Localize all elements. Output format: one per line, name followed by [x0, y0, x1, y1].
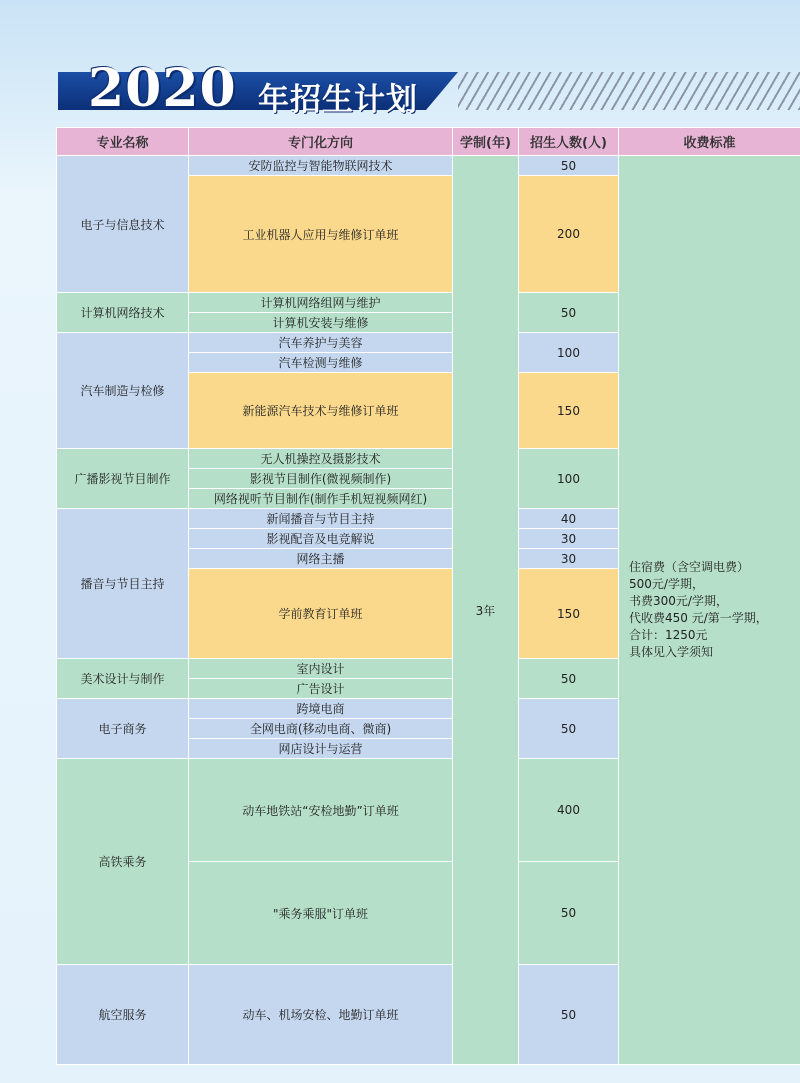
- duration-cell: 3年: [453, 156, 519, 1065]
- major-cell: 电子与信息技术: [57, 156, 189, 293]
- count-cell: 150: [519, 569, 619, 659]
- fee-line: 500元/学期，: [629, 577, 704, 591]
- banner-title: 年招生计划: [258, 82, 418, 118]
- fee-line: 代收费450 元/第一学期，: [629, 611, 768, 625]
- direction-cell: 新能源汽车技术与维修订单班: [189, 373, 453, 449]
- fee-line: 书费300元/学期，: [629, 594, 728, 608]
- header-direction: 专门化方向: [189, 128, 453, 156]
- count-cell: 400: [519, 759, 619, 862]
- direction-cell: 汽车养护与美容: [189, 333, 453, 353]
- direction-cell: 网络主播: [189, 549, 453, 569]
- direction-cell: 计算机安装与维修: [189, 313, 453, 333]
- count-cell: 50: [519, 659, 619, 699]
- direction-cell: 计算机网络组网与维护: [189, 293, 453, 313]
- count-cell: 30: [519, 549, 619, 569]
- count-cell: 50: [519, 156, 619, 176]
- direction-cell: 工业机器人应用与维修订单班: [189, 176, 453, 293]
- banner-year: 2020: [88, 58, 237, 119]
- major-cell: 播音与节目主持: [57, 509, 189, 659]
- direction-cell: 影视配音及电竞解说: [189, 529, 453, 549]
- direction-cell: 影视节目制作(微视频制作): [189, 469, 453, 489]
- fee-line: 合计：1250元: [629, 628, 708, 642]
- direction-cell: 网络视听节目制作(制作手机短视频网红): [189, 489, 453, 509]
- direction-cell: 无人机操控及摄影技术: [189, 449, 453, 469]
- direction-cell: 新闻播音与节目主持: [189, 509, 453, 529]
- direction-cell: 汽车检测与维修: [189, 353, 453, 373]
- direction-cell: 跨境电商: [189, 699, 453, 719]
- count-cell: 50: [519, 293, 619, 333]
- direction-cell: 动车地铁站“安检地勤”订单班: [189, 759, 453, 862]
- table-header-row: [57, 128, 800, 156]
- count-cell: 100: [519, 449, 619, 509]
- direction-cell: "乘务乘服"订单班: [189, 862, 453, 965]
- major-cell: 广播影视节目制作: [57, 449, 189, 509]
- major-cell: 电子商务: [57, 699, 189, 759]
- major-cell: 美术设计与制作: [57, 659, 189, 699]
- direction-cell: 学前教育订单班: [189, 569, 453, 659]
- direction-cell: 全网电商(移动电商、微商): [189, 719, 453, 739]
- count-cell: 50: [519, 699, 619, 759]
- major-cell: 高铁乘务: [57, 759, 189, 965]
- count-cell: 40: [519, 509, 619, 529]
- direction-cell: 动车、机场安检、地勤订单班: [189, 965, 453, 1065]
- major-cell: 汽车制造与检修: [57, 333, 189, 449]
- enrollment-table: [56, 127, 800, 1065]
- direction-cell: 广告设计: [189, 679, 453, 699]
- fee-line: 住宿费（含空调电费）: [629, 560, 750, 574]
- table-row: [57, 156, 800, 176]
- count-cell: 100: [519, 333, 619, 373]
- header-major: 专业名称: [57, 128, 189, 156]
- count-cell: 150: [519, 373, 619, 449]
- count-cell: 50: [519, 862, 619, 965]
- header-count: 招生人数(人): [519, 128, 619, 156]
- count-cell: 30: [519, 529, 619, 549]
- header-fee: 收费标准: [619, 128, 800, 156]
- major-cell: 计算机网络技术: [57, 293, 189, 333]
- banner-hatch: [458, 72, 800, 110]
- direction-cell: 网店设计与运营: [189, 739, 453, 759]
- fee-cell: [619, 156, 800, 1065]
- direction-cell: 安防监控与智能物联网技术: [189, 156, 453, 176]
- count-cell: 200: [519, 176, 619, 293]
- fee-line: 具体见入学须知: [629, 645, 714, 659]
- major-cell: 航空服务: [57, 965, 189, 1065]
- header-duration: 学制(年): [453, 128, 519, 156]
- direction-cell: 室内设计: [189, 659, 453, 679]
- title-banner: [58, 58, 800, 118]
- count-cell: 50: [519, 965, 619, 1065]
